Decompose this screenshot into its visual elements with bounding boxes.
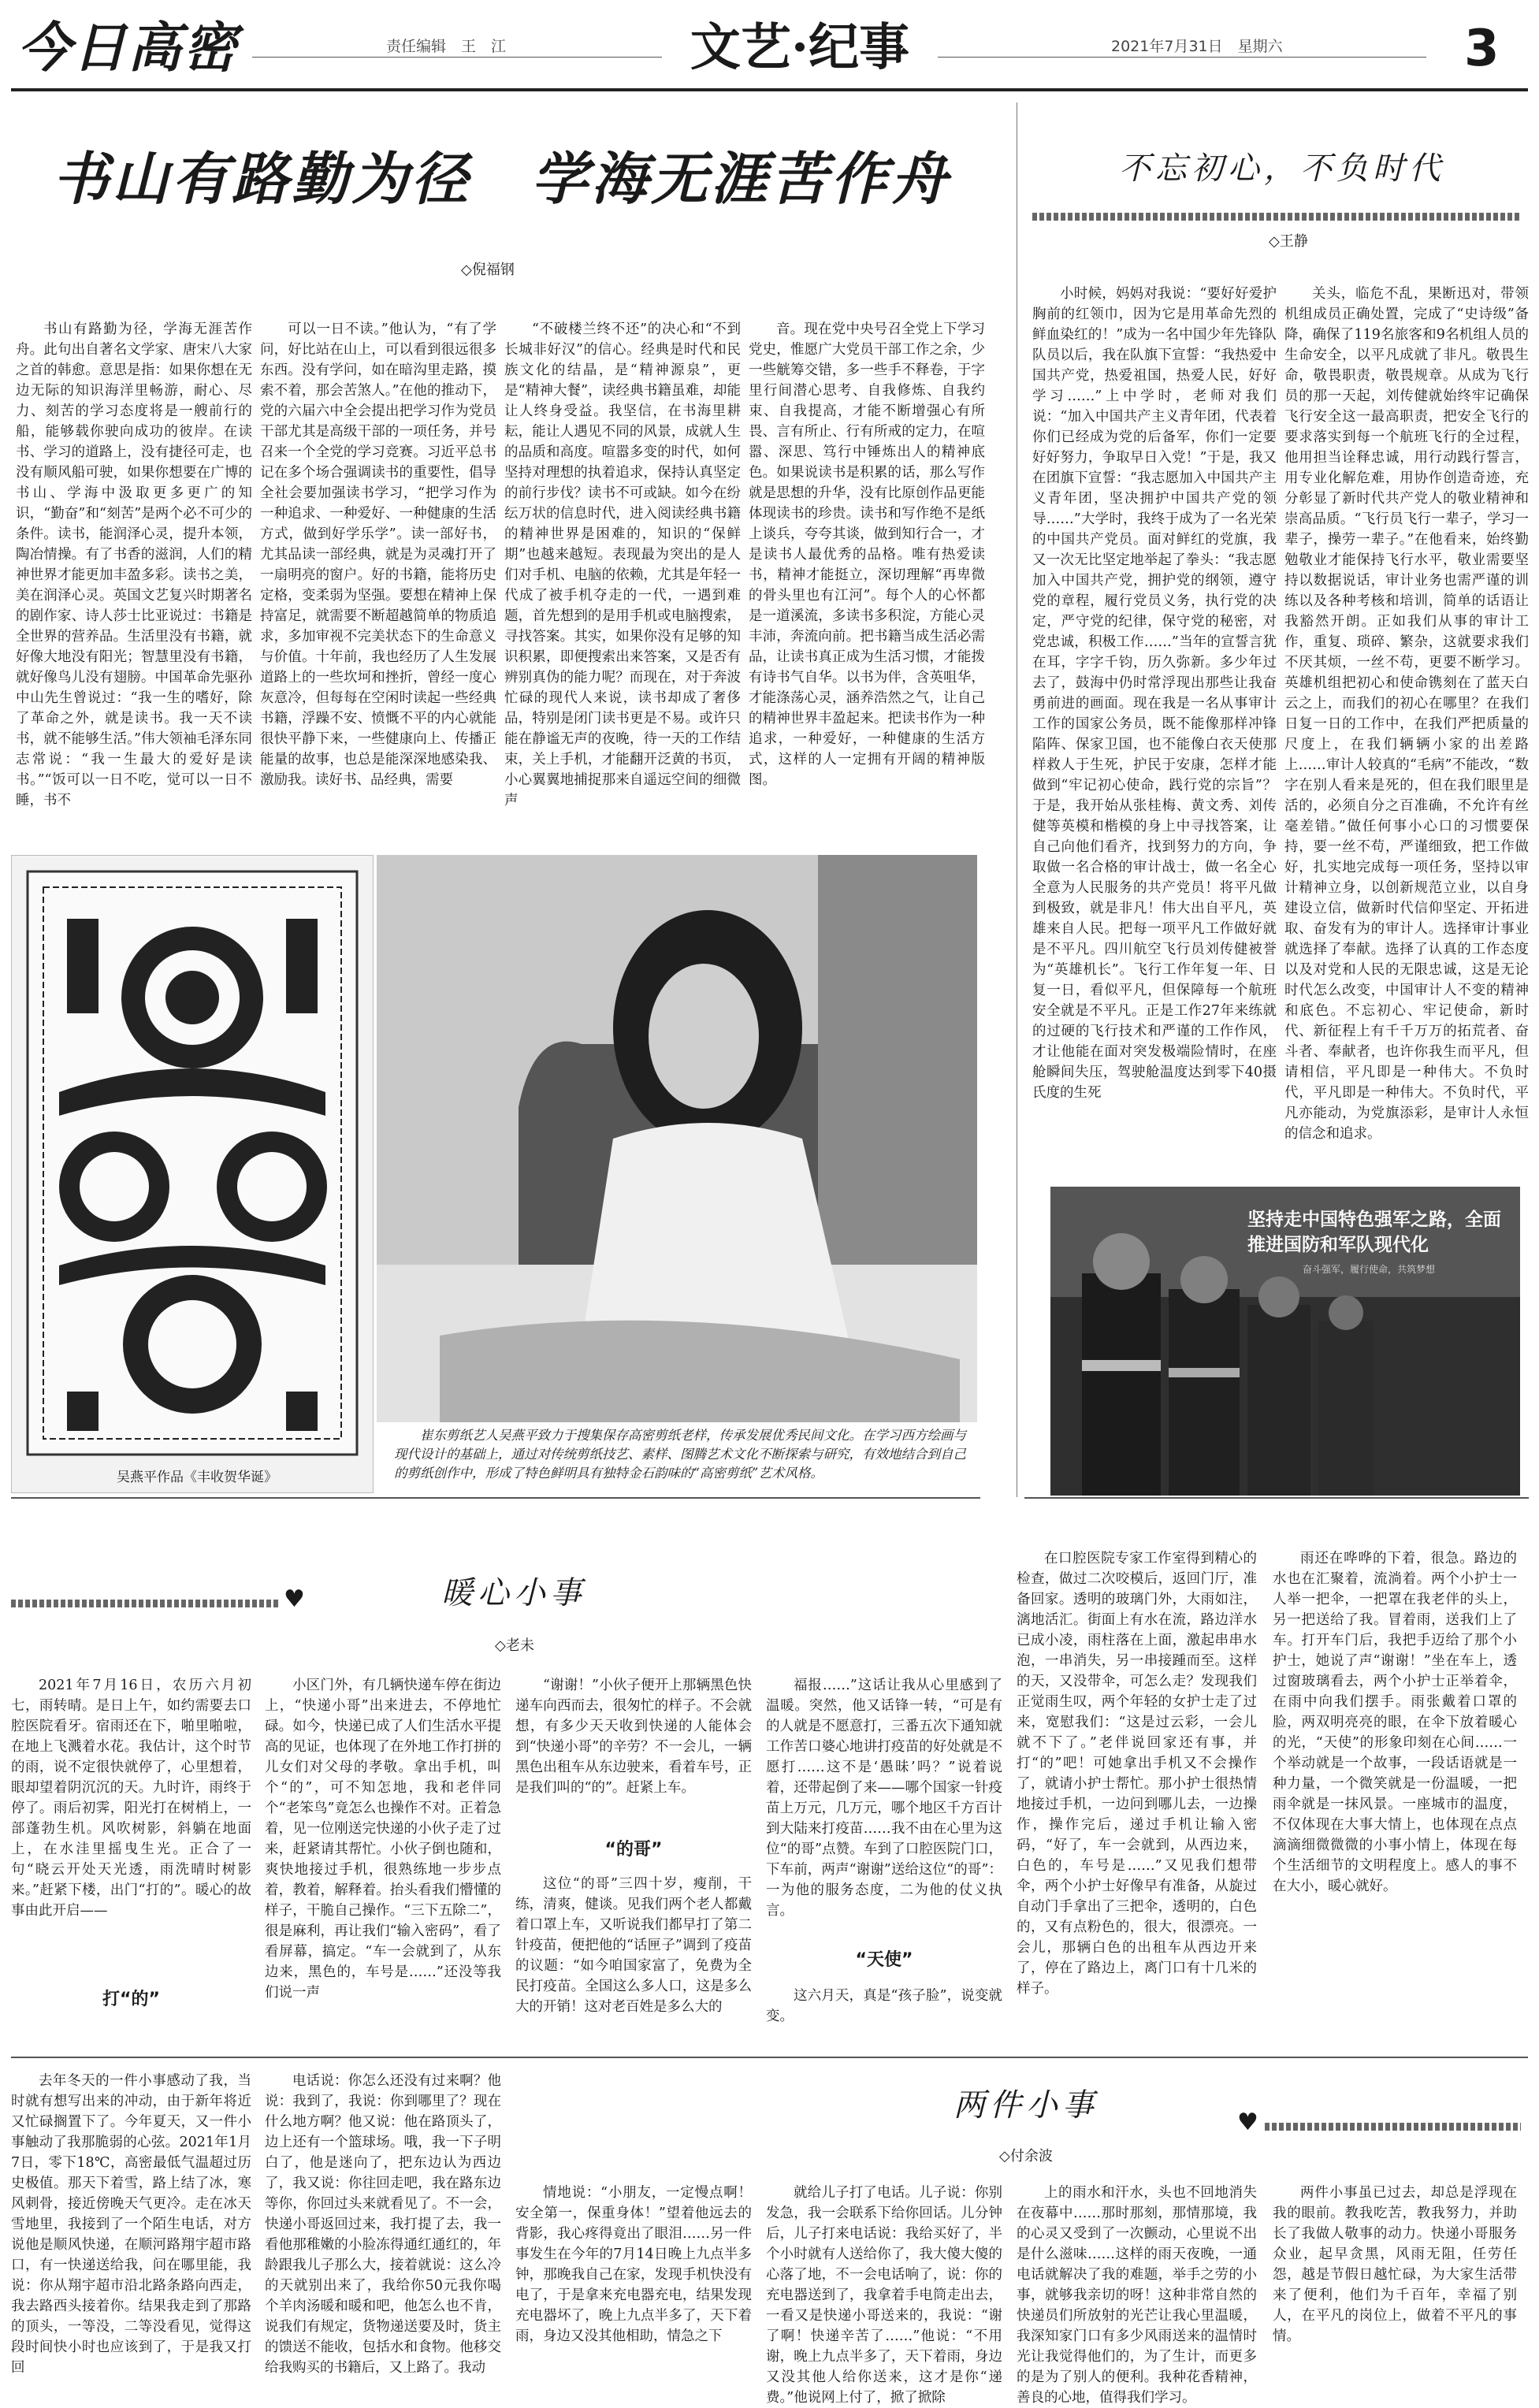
- heart-icon: ♥: [284, 1585, 305, 1613]
- masthead-bottom-rule: [11, 88, 1528, 91]
- article1-col3: “不破楼兰终不还”的决心和“不到长城非好汉”的信心。经典是时代和民族文化的结晶，是“精神源泉”，更是“精神大餐”，读经典书籍虽难，却能让人终身受益。我坚信，在书海里耕耘，能让人遇见不同的风景，成就人生的品质和高度。喧嚣多变的时代，如何坚持对理想的执着追求，保持认真坚定的前行步伐？读书不可或缺。如今在纷纭万状的信息时代，进入阅读经典书籍的精神世界是困难的，知识的“保鲜期”也越来越短。表现最为突出的是人们对手机、电脑的依赖，尤其是年轻一代成了被手机夺走的一代，一遇到难题，首先想到的是用手机或电脑搜索，寻找答案。其实，如果你没有足够的知识积累，即便搜索出来答案，又是否有辨别真伪的能力呢？而现在，对于奔波忙碌的现代人来说，读书却成了奢侈品，特别是闭门读书更是不易。或许只能在静谧无声的夜晚，待一天的工作结束，关上手机，才能翻开泛黄的书页，小心翼翼地捕捉那来自遥远空间的细微声: [504, 321, 741, 808]
- article2-title-dash: [1032, 213, 1521, 221]
- article4-col2: 电话说：你怎么还没有过来啊？他说：我到了，我说：你到哪里了？现在什么地方啊？他又说：他在路顶头了，边上还有一个篮球场。哦，我一下子明白了，他是迷向了，把东边认为西边了，我又说：你往回走吧，我在路东边等你，你回过头来就看见了。不一会，快递小哥返回过来，我打提了去，我一看他那稚嫩的小脸冻得通红通红的，年龄跟我儿子那么大，接着就说：这么冷的天就别出来了，我给你50元我你喝个羊肉汤暖和暖和吧，他怎么也不肯，说我们有规定，货物递送要及时，货主的馈送不能收，包括水和食物。他移交给我购买的书籍后，又上路了。我动: [265, 2073, 501, 2376]
- article2-title: 不忘初心，不负时代: [1119, 150, 1445, 187]
- article1-bottom-rule: [11, 1497, 980, 1499]
- article2-col1: 小时候，妈妈对我说：“要好好爱护胸前的红领巾，因为它是用革命先烈的鲜血染红的！”成为一名中国少年先锋队队员以后，我在队旗下宣誓：“我热爱中国共产党，热爱祖国，热爱人民，好好学习……”上中学时，老师对我们说：“加入中国共产主义青年团，代表着你们已经成为党的后备军，你们一定要好好努力，争取早日入党！”于是，我又在团旗下宣誓：“我志愿加入中国共产主义青年团，坚决拥护中国共产党的领导……”大学时，我终于成为了一名光荣的中国共产党员。面对鲜红的党旗，我又一次无比坚定地举起了拳头：“我志愿加入中国共产党，拥护党的纲领，遵守党的章程，履行党员义务，执行党的决定，严守党的纪律，保守党的秘密，对党忠诚，积极工作……”当年的宣誓言犹在耳，字字千钧，历久弥新。多少年过去了，鼓海中仍时常浮现出那些让我奋勇前进的画面。现在我是一名从事审计工作的国家公务员，既不能像那样冲锋陷阵、保家卫国，也不能像白衣天使那样救人于生死，护民于安康，怎样才能做到“牢记初心使命，践行党的宗旨”？于是，我开始从张桂梅、黄文秀、刘传健等英模和楷模的身上中寻找答案，让自己向他们看齐，找到努力的方向，争取做一名合格的审计战士，做一名全心全意为人民服务的共产党员！将平凡做到极致，就是非凡！伟大出自平凡，英雄来自人民。把每一项平凡工作做好就是不平凡。四川航空飞行员刘传健被誉为“英雄机长”。飞行工作年复一年、日复一日，看似平凡，但保障每一个航班安全就是不平凡。正是工作27年来练就的过硬的飞行技术和严谨的工作作风，才让他能在面对突发极端险情时，在座舱瞬间失压，驾驶舱温度达到零下40摄氏度的生死: [1032, 286, 1277, 1101]
- article3-heading-angel: “天使”: [855, 1950, 913, 1970]
- article4-col3: 情地说：“小朋友，一定慢点啊！安全第一，保重身体！”望着他远去的背影，我心疼得竟出了眼泪……另一件事发生在今年的7月14日晚上九点半多钟，那晚我自己在家，发现手机快没有电了，于是拿来充电器充电，结果发现充电器坏了，晚上九点半多了，天下着雨，身边又没其他相助，情急之下: [515, 2185, 752, 2344]
- article3-col4b: 这六月天，真是“孩子脸”，说变就变。: [766, 1988, 1002, 2024]
- issue-date: 2021年7月31日 星期六: [1111, 38, 1283, 55]
- page-number: 3: [1464, 20, 1500, 78]
- masthead-rule-right: [938, 57, 1426, 58]
- poster-title: 坚持走中国特色强军之路，全面推进国防和军队现代化: [1247, 1210, 1501, 1255]
- article3-title: 暖心小事: [441, 1575, 586, 1611]
- masthead-editor: 责任编辑 王 江: [386, 38, 507, 55]
- article3-bottom-rule: [11, 2057, 1528, 2058]
- article4-dash-right: [1265, 2123, 1521, 2131]
- article4-col1: 去年冬天的一件小事感动了我，当时就有想写出来的冲动，由于新年将近又忙碌搁置下了。今年夏天，又一件小事触动了我那脆弱的心弦。2021年1月7日，零下18℃，高密最低气温超过历史极值。那天下着雪，路上结了冰，寒风刺骨，接近傍晚天气更冷。走在冰天雪地里，我接到了一个陌生电话，对方说他是顺风快递，在顺河路翔宇超市路口，有一快递送给我，问在哪里能，我说：你从翔宇超市沿北路条路向西走，我去路西头接着你。结果我走到了那路的顶头，一等没，二等没看见，觉得这段时间快小时也应该到了，于是我又打回: [11, 2073, 251, 2376]
- article3-col2: 小区门外，有几辆快递车停在街边上，“快递小哥”出来进去，不停地忙碌。如今，快递已成了人们生活水平提高的见证，也体现了在外地工作打拼的儿女们对父母的孝敬。拿出手机，叫个“的”，可不知怎地，我和老伴同个“老笨鸟”竟怎么也操作不对。正着急着，见一位刚送完快递的小伙子走了过来，赶紧请其帮忙。小伙子倒也随和，爽快地接过手机，很熟练地一步步点着，教着，解释着。抬头看我们懵懂的样子，干脆自己操作。“三下五除二”，很是麻利，再让我们“输入密码”，看了看屏幕，搞定。“车一会就到了，从东边来，黑色的，车号是……”还没等我们说一声: [265, 1678, 501, 2001]
- article3-col5: 在口腔医院专家工作室得到精心的检查，做过二次咬模后，返回门厅，准备回家。透明的玻璃门外，大雨如注，漓地活汇。街面上有水在流，路边洋水已成小凌，雨柱落在上面，激起串串水泡，一串消失，另一串接踵而至。这样的天，又没带伞，可怎么走？发现我们正觉雨生叹，两个年轻的女护士走了过来，宽慰我们：“这是过云彩，一会儿就不下了。”老伴说回家还有事，并打“的”吧！可她拿出手机又不会操作了，就请小护士帮忙。那小护士很热情地接过手机，一边问到哪儿去，一边操作，操作完后，递过手机让输入密码，“好了，车一会就到，从西边来，白色的，车号是……”又见我们想带伞，两个小护士好像早有准备，从旋过自动门手拿出了三把伞，透明的，白色的，又有点粉色的，很大，很漂亮。一会儿，那辆白色的出租车从西边开来了，停在了路边上，离门口有十几米的样子。: [1017, 1551, 1257, 1997]
- article3-col3: “谢谢！”小伙子便开上那辆黑色快递车向西而去，很匆忙的样子。不会就想，有多少天天收到快递的人能体会到“快递小哥”的辛劳？不一会儿，一辆黑色出租车从东边驶来，看着车号，正是我们叫的“的”。赶紧上车。: [515, 1678, 752, 1796]
- article3-dash-left: [11, 1600, 279, 1607]
- article3-col3b: 这位“的哥”三四十岁，瘦削，干练，清爽，健谈。见我们两个老人都戴着口罩上车，又听说我们都早打了第二针疫苗，便把他的“话匣子”调到了疫苗的议题：“如今咱国家富了，免费为全民打疫苗。全国这么多人口，这是多么大的开销！这对老百姓是多么大的: [515, 1876, 752, 2015]
- artist-portrait-photo: [377, 855, 977, 1422]
- military-poster-image: [1050, 1187, 1520, 1496]
- article2-col2: 关头，临危不乱，果断迅对，带领机组成员正确处置，完成了“史诗级”备降，确保了119名旅客和9名机组人员的生命安全，以平凡成就了非凡。敬畏生命，敬畏职责，敬畏规章。从成为飞行员的那一天起，刘传健就始终牢记确保飞行安全这一最高职责，把安全飞行的要求落实到每一个航班飞行的全过程，他用担当诠释忠诚，用行动践行誓言，用专业化解危难，用协作创造奇迹，充分彰显了新时代共产党人的敬业精神和崇高品质。“飞行员飞行一辈子，学习一辈子，操劳一辈子。”在他看来，始终勤勉敬业才能保持飞行水平，敬业需要坚持以数据说话，审计业务也需严谨的训练以及各种考核和培训，简单的话语让我豁然开朗。正如我们从事的审计工作，重复、琐碎、繁杂，这就要求我们不厌其烦，一丝不苟，更要不断学习。英雄机组把初心和使命镌刻在了蓝天白云之上，而我们的初心在哪里？在我们日复一日的工作中，在我们严把质量的尺度上，在我们辆辆小家的出差路上……审计人较真的“毛病”不能改，“数字在别人看来是死的，但在我们眼里是活的，必须自分之百准确，不允许有丝毫差错。”做任何事小心口的习惯要保持，要一丝不苟，严谨细致，把工作做好，扎实地完成每一项任务，坚持以审计精神立身，以创新规范立业，以自身建设立信，做新时代信仰坚定、开拓进取、奋发有为的审计人。选择审计事业就选择了奉献。选择了认真的工作态度以及对党和人民的无限忠诚，这是无论时代怎么改变，中国审计人不变的精神和底色。不忘初心、牢记使命，新时代、新征程上有千千万万的拓荒者、奋斗者、奉献者，也许你我生而平凡，但请相信，平凡即是一种伟大。不负时代，平凡即是一种伟大。不负时代，平凡亦能动，为党旗添彩，是审计人永恒的信念和追求。: [1284, 286, 1529, 1142]
- article3-heading-driver: “的哥”: [604, 1840, 663, 1860]
- article3-col1: 2021年7月16日，农历六月初七，雨转晴。是日上午，如约需要去口腔医院看牙。宿雨还在下，啪里啪啦，在地上飞溅着水花。我估计，这个时节的雨，说不定很快就停了，心里想着，眼却望着阴沉沉的天。九时许，雨终于停了。雨后初霁，阳光打在树梢上，一部蓬勃生机。风吹树影，斜躺在地面上，在水洼里摇曳生光。正合了一句“晓云开处天光透，雨洗晴时树影来。”赶紧下楼，出门“打的”。暖心的故事由此开启——: [11, 1678, 251, 1919]
- article1-col4: 音。现在党中央号召全党上下学习党史，惟愿广大党员干部工作之余，少一些觥筹交错，多一些手不释卷，于字里行间潜心思考、自我修炼、自我约束、自我提高，才能不断增强心有所畏、言有所止、行有所戒的定力，在喧嚣、深思、笃行中锤炼出人的精神底色。如果说读书是积累的话，那么写作就是思想的升华，没有比原创作品更能体现读书的珍贵。读书和写作绝不是纸上谈兵，夸夸其谈，做到知行合一，才是读书人最优秀的品格。唯有热爱读书，精神才能挺立，深切理解“再卑微的骨头里也有江河”。每个人的心怀都是一道溪流，多读书多积淀，方能心灵丰沛，奔流向前。把书籍当成生活必需品，让读书真正成为生活习惯，才能拨有诗书气自华。以书为伴，含英咀华，才能涤荡心灵，涵养浩然之气，让自己的精神世界丰盈起来。把读书作为一种追求，一种爱好，一种健康的生活方式，这样的人一定拥有开阔的精神版图。: [749, 321, 985, 788]
- article4-col5: 上的雨水和汗水，头也不回地消失在夜幕中……那时那刻，那情那境，我的心灵又受到了一次颤动，心里说不出是什么滋味……这样的雨天夜晚，一通电话就解决了我的难题，举手之劳的小事，就够我亲切的呀！这种非常自然的快递员们所放射的光芒让我心里温暖，我深知家门口有多少风雨送来的温情时光让我觉得他们的，为了生计，而更多的是为了别人的便利。我种花香精神，善良的心地，值得我们学习。: [1017, 2185, 1257, 2406]
- article1-col1: 书山有路勤为径，学海无涯苦作舟。此句出自著名文学家、唐宋八大家之首的韩愈。意思是指：如果你想在无边无际的知识海洋里畅游，耐心、尽力、刻苦的学习态度将是一艘前行的船，能够载你驶向成功的彼岸。在读书、学习的道路上，没有捷径可走，也没有顺风船可驶，如果你想要在广博的书山、学海中汲取更多更广的知识，“勤奋”和“刻苦”是两个必不可少的条件。读书，能润泽心灵，提升本领，陶冶情操。有了书香的滋润，人们的精神世界才能更加丰盈多彩。读书之美，美在润泽心灵。英国文艺复兴时期著名的剧作家、诗人莎士比亚说过：书籍是全世界的营养品。生活里没有书籍，就好像大地没有阳光；智慧里没有书籍，就好像鸟儿没有翅膀。中国革命先驱孙中山先生曾说过：“我一生的嗜好，除了革命之外，就是读书。我一天不读书，就不能够生活。”伟大领袖毛泽东同志常说：“我一生最大的爱好是读书。”“饭可以一日不吃，觉可以一日不睡，书不: [16, 321, 252, 808]
- heart-icon-2: ♥: [1237, 2109, 1258, 2136]
- papercut-artwork: [11, 855, 374, 1493]
- masthead-rule-left: [252, 57, 662, 58]
- article4-col6: 两件小事虽已过去，却总是浮现在我的眼前。教我吃苦，教我努力，并助长了我做人敬事的动力。快递小哥服务众业，起早贪黑，风雨无阻，任劳任怨，越是节假日越忙碌，为大家生活带来了便利，他们为千百年，幸福了别人，在平凡的岗位上，做着不平凡的事情。: [1273, 2185, 1517, 2344]
- papercut-image-icon: [12, 856, 373, 1492]
- article1-byline: ◇倪福钢: [461, 262, 515, 278]
- article3-col6: 雨还在哗哗的下着，很急。路边的水也在汇聚着，流淌着。两个小护士一人举一把伞，一把罩在我老伴的头上，另一把送给了我。冒着雨，送我们上了车。打开车门后，我把手迈给了那个小护士，她说了声“谢谢！”坐在车上，透过窗玻璃看去，两个小护士正举着伞，在雨中向我们摆手。雨张戴着口罩的脸，两双明亮亮的眼，在伞下放着暖心的光，“天使”的形象印刻在心间……一个举动就是一个故事，一段话语就是一种力量，一个微笑就是一份温暖，一把雨伞就是一抹风景。一座城市的温度，不仅体现在大事大情上，也体现在点点滴滴细微微微的小事小情上，体现在每个生活细节的文明程度上。感人的事不在大小，暖心就好。: [1273, 1551, 1517, 1894]
- poster-subtitle: 奋斗强军，履行使命，共筑梦想: [1303, 1264, 1436, 1275]
- papercut-caption: 吴燕平作品《丰收贺华诞》: [117, 1470, 277, 1485]
- article2-byline: ◇王静: [1269, 233, 1308, 250]
- section-title: 文艺·纪事: [690, 18, 910, 77]
- article4-col4: 就给儿子打了电话。儿子说：你别发急，我一会联系下给你回话。儿分钟后，儿子打来电话说：我给买好了，半个小时就有人送给你了，我大傻大傻的心落了地，不一会电话响了，说：你的充电器送到了，我拿着手电筒走出去，一看又是快递小哥送来的，我说：“谢了啊！快递辛苦了……”他说：“不用谢，晚上九点半多了，天下着雨，身边又没其他人给你送来，这才是你“递费。”他说网上付了，掀了掀除: [766, 2185, 1002, 2406]
- article3-col4: 福报……”这话让我从心里感到了温暖。突然，他又话锋一转，“可是有的人就是不愿意打，三番五次下通知就工作苦口婆心地讲打疫苗的好处就是不愿打……这不是‘愚昧’吗？”说着说着，还带起倒了来——哪个国家一针疫苗上万元，几万元，哪个地区千方百计到大陆来打疫苗……我不由在心里为这位“的哥”点赞。车到了口腔医院门口，下车前，两声“谢谢”送给这位“的哥”：一为他的服务态度，二为他的仗义执言。: [766, 1678, 1002, 1919]
- masthead-logo: 今日高密: [17, 17, 239, 80]
- article3-byline: ◇老未: [495, 1637, 534, 1654]
- article4-title: 两件小事: [954, 2087, 1098, 2124]
- article1-col2: 可以一日不读。”他认为，“有了学问，好比站在山上，可以看到很远很多东西。没有学问，如在暗沟里走路，摸索不着，那会苦煞人。”在他的推动下，党的六届六中全会提出把学习作为党员干部尤其是高级干部的一项任务，并号召来一个全党的学习竞赛。习近平总书记在多个场合强调读书的重要性，倡导全社会要加强读书学习，“把学习作为一种追求、一种爱好、一种健康的生活方式，做到好学乐学”。读一部好书，尤其品读一部经典，就是为灵魂打开了一扇明亮的窗户。好的书籍，能将历史定格，变柔弱为坚强。要想在精神上保持富足，就需要不断超越简单的物质追求，多加审视不完美状态下的生命意义与价值。十年前，我也经历了人生发展道路上的一些坎坷和挫折，曾经一度心灰意冷，但每每在空闲时读起一些经典书籍，浮躁不安、愤慨不平的内心就能很快平静下来，一些健康向上、传播正能量的故事，也总是能深深地感染我、激励我。读好书、品经典，需要: [260, 321, 496, 788]
- article4-byline: ◇付余波: [999, 2148, 1053, 2165]
- article3-heading-taxi: 打“的”: [102, 1990, 160, 2009]
- article1-title: 书山有路勤为径 学海无涯苦作舟: [52, 146, 951, 212]
- article2-bottom-rule: [1024, 1497, 1529, 1499]
- portrait-image-icon: [377, 855, 977, 1422]
- portrait-caption: 崔东剪纸艺人吴燕平致力于搜集保存高密剪纸老样，传承发展优秀民间文化。在学习西方绘画与现代设计的基础上，通过对传统剪纸技艺、素样、图腾艺术文化不断探索与研究，有效地结合到自己的剪纸创作中，形成了特色鲜明具有独特金石韵味的“高密剪纸”艺术风格。: [394, 1428, 966, 1481]
